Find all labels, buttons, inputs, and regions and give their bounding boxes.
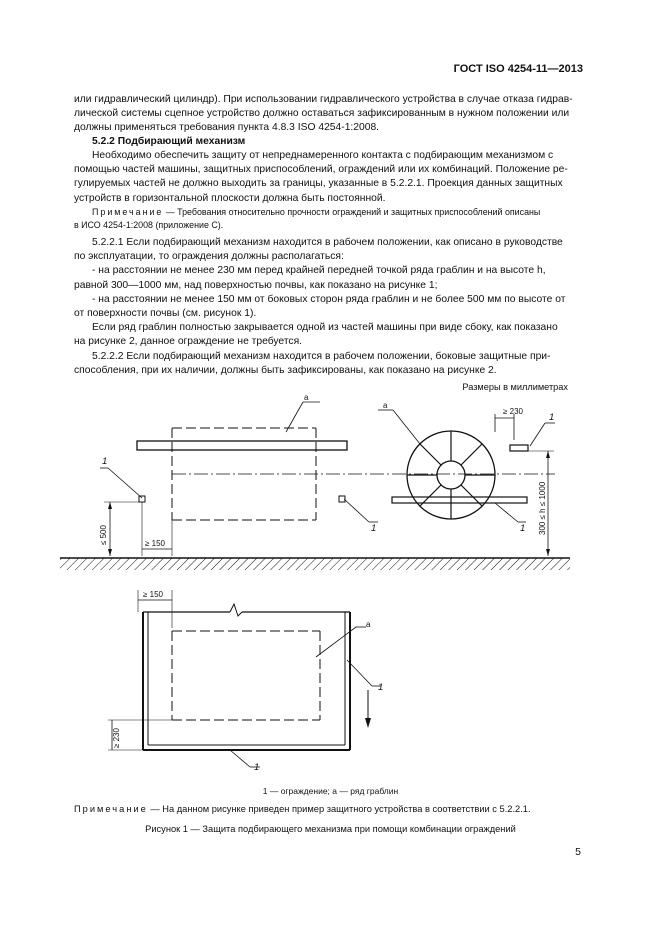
label-1: 1 [371,523,377,534]
text-line: 5.2.2.1 Если подбирающий механизм находится в рабочем положении, как описано в руководстве [92,237,563,248]
note-text: в ИСО 4254-1:2008 (приложение С). [74,219,224,230]
label-a: a [383,401,388,410]
text-line: - на расстоянии не менее 230 мм перед крайней передней точкой ряда граблин и на высоте h, [92,265,546,277]
text-line: помощью частей машины, защитных приспособлений, ограждений или их комбинаций. Положение ре- [74,164,568,176]
figure-note [74,804,531,814]
lower-guard-bar [392,497,527,503]
dim-150: ≥ 150 [145,539,165,548]
text-line: Необходимо обеспечить защиту от непреднамеренного контакта с подбирающим механизмом с [92,150,554,161]
front-guard [510,445,528,451]
label-1: 1 [254,762,260,773]
pickup-hub [437,461,465,489]
text-line: способления, при их наличии, должны быть зафиксированы, как показано на рисунке 2. [74,365,497,377]
text-line: Если ряд граблин полностью закрывается одной из частей машины при виде сбоку, как показано [92,322,558,334]
text-line: по эксплуатации, то ограждения должны располагаться: [74,251,344,263]
dim-230: ≥ 230 [112,728,121,748]
text-line: или гидравлический цилиндр). При использовании гидравлического устройства в случае отказа гидрав- [74,94,573,105]
text-line: должны применяться требования пункта 4.8.3 ISO 4254-1:2008. [74,122,380,134]
dimensions-note: Размеры в миллиметрах [462,382,568,392]
page-number: 5 [575,846,581,858]
dim-150: ≥ 150 [143,590,163,599]
text-line: лической системы сцепное устройство должно оставаться зафиксированным в нужном положении или [74,108,570,120]
text-line: гулируемых частей не должно выходить за границы, указанные в 5.2.2.1. Проекция данных защитных [74,178,563,190]
text-line: 5.2.2.2 Если подбирающий механизм находится в рабочем положении, боковые защитные при- [92,351,551,362]
figure-legend: 1 — ограждение; a — ряд граблин [262,786,399,796]
label-a: a [366,620,371,629]
note-label: Примечание [74,804,148,814]
label-1: 1 [378,682,384,693]
section-title: 5.2.2 Подбирающий механизм [92,136,246,147]
label-a: a [304,393,309,402]
guard-marker [139,496,145,502]
text-line: устройств в горизонтальной плоскости должна быть постоянной. [74,192,386,204]
top-view [108,590,384,767]
note-label: Примечание [92,207,164,217]
figure-caption: Рисунок 1 — Защита подбирающего механизма при помощи комбинации ограждений [145,824,516,834]
note-text: — Требования относительно прочности ограждений и защитных приспособлений описаны [163,207,541,217]
label-1: 1 [549,412,555,423]
text-line: от поверхности почвы (см. рисунок 1). [74,308,257,320]
text-line: равной 300—1000 мм, над поверхностью почвы, как показано на рисунке 1; [74,279,438,291]
label-1: 1 [102,456,108,467]
dim-500: ≤ 500 [99,525,108,545]
side-view [60,402,570,570]
note-text: — На данном рисунке приведен пример защитного устройства в соответствии с 5.2.2.1. [147,804,531,814]
text-line: - на расстоянии не менее 150 мм от боковых сторон ряда граблин и не более 500 мм по высоте от [92,293,566,305]
text-line: на рисунке 2, данное ограждение не требуется. [74,336,302,348]
label-1: 1 [520,523,526,534]
ground-hatch [60,558,570,570]
document-header: ГОСТ ISO 4254-11—2013 [453,63,583,75]
dim-h: 300 ≤ h ≤ 1000 [538,481,547,535]
dim-230: ≥ 230 [503,407,523,416]
